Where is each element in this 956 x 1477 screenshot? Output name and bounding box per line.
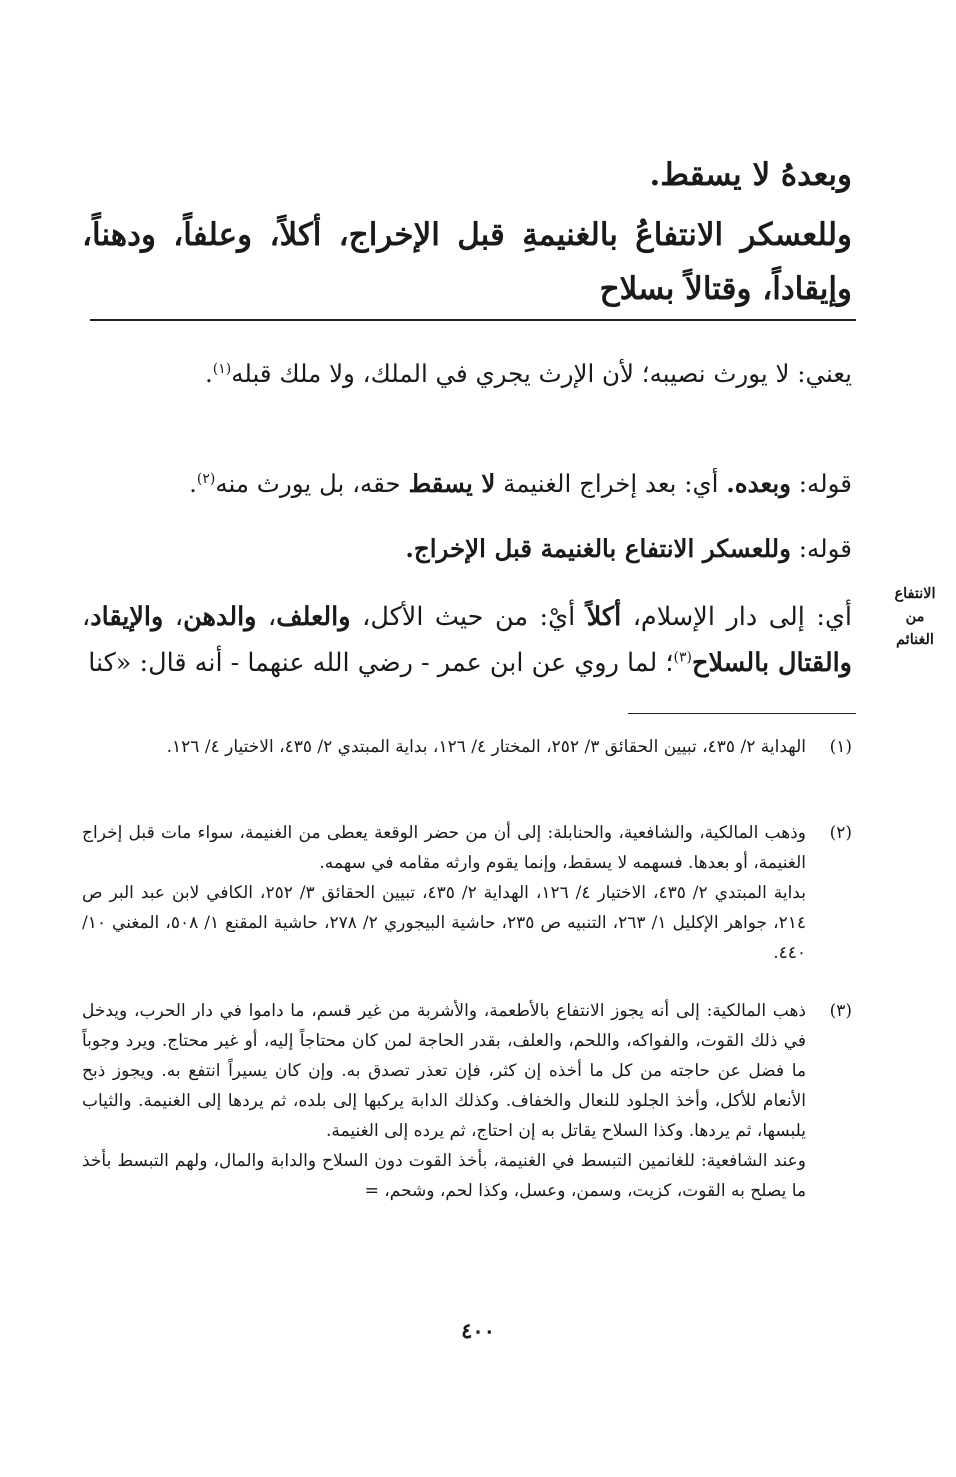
quoted-matn: أكلاً — [586, 602, 622, 632]
footnote-text: ذهب المالكية: إلى أنه يجوز الانتفاع بالأطعمة، والأشربة من غير قسم، ما داموا في دار الحرب، ويدخل في ذلك القوت، والفواكه، واللحم، والعلف، بقدر الحاجة لمن كان محتاجاً إليه، أو غير محتاج. ويرد وجوباً ما فضل عن حاجته من كل ما أخذه إن كثر، فإن تعذر تصدق به. وإن كان يسيراً انتفع به. ويجوز ذبح الأنعام للأكل، وأخذ الجلود للنعال والخفاف. وكذلك الدابة يركبها إلى بلده، ثم يردها إلى الغنيمة. والثياب يلبسها، ثم يردها. وكذا السلاح يقاتل به إن احتاج، ثم يرده إلى الغنيمة. — [82, 1001, 806, 1141]
sharh-p4-text: ؛ لما روي عن ابن عمر - رضي الله عنهما - أنه قال: «كنا — [88, 648, 674, 678]
sharh-paragraph-4 — [82, 594, 852, 686]
footnote-2 — [82, 818, 852, 968]
quoted-matn: وبعده. — [726, 469, 791, 498]
margin-heading-line: الانتفاع — [894, 585, 936, 602]
footnote-text: وعند الشافعية: للغانمين التبسط في الغنيمة، بأخذ القوت دون السلاح والدابة والمال، ولهم التبسط بأخذ ما يصلح به القوت، كزيت، وسمن، وعسل، وكذا لحم، وشحم، = — [82, 1151, 806, 1201]
footnote-sources: بداية المبتدي ٢/ ٤٣٥، الاختيار ٤/ ١٢٦، الهداية ٢/ ٤٣٥، تبيين الحقائق ٣/ ٢٥٢، الكافي لابن عبد البر ص ٢١٤، جواهر الإكليل ١/ ٢٦٣، التنبيه ص ٢٣٥، حاشية البيجوري ٢/ ٢٧٨، حاشية المقنع ١/ ٥٠٨، المغني ١٠/ ٤٤٠. — [82, 883, 806, 963]
page-number: ٤٠٠ — [461, 1318, 495, 1343]
margin-heading-line: الغنائم — [896, 631, 934, 648]
sharh-p2-text: أي: بعد إخراج الغنيمة — [495, 469, 727, 498]
sharh-p4-text: أي: إلى دار الإسلام، — [621, 602, 852, 632]
sharh-paragraph-1 — [82, 352, 852, 396]
footnote-1 — [82, 732, 852, 762]
footnote-number: (٢) — [829, 823, 852, 843]
footnote-divider — [628, 713, 856, 714]
footnote-number: (٣) — [829, 1001, 852, 1021]
sharh-p1-end: . — [205, 359, 213, 388]
matn-line-1: وبعدهُ لا يسقط. — [649, 157, 852, 193]
sharh-paragraph-2 — [82, 462, 852, 506]
sharh-p2-text: حقه، بل يورث منه — [215, 469, 409, 498]
footnote-number: (١) — [829, 737, 852, 757]
footnote-3 — [82, 996, 852, 1206]
quoted-matn: والإيقاد — [90, 602, 164, 632]
sharh-p4-text: أيْ: من حيث الأكل، — [350, 602, 587, 632]
quoted-matn: والدهن — [183, 602, 257, 632]
sharh-p1-text: يعني: لا يورث نصيبه؛ لأن الإرث يجري في الملك، ولا ملك قبله — [231, 359, 852, 388]
margin-heading-line: من — [905, 608, 925, 625]
footnote-ref-2[interactable]: (٢) — [196, 470, 216, 487]
quoted-matn: وللعسكر الانتفاع بالغنيمة قبل الإخراج. — [405, 534, 791, 563]
matn-paragraph: وللعسكر الانتفاعُ بالغنيمةِ قبل الإخراج، أكلاً، وعلفاً، ودهناً، وإيقاداً، وقتالاً بسلاح — [82, 217, 852, 307]
quoted-matn: والعلف — [276, 602, 351, 632]
qawluhu-label: قوله: — [790, 469, 852, 498]
sharh-paragraph-3 — [82, 527, 852, 571]
matn-divider — [90, 319, 856, 321]
footnote-text: وذهب المالكية، والشافعية، والحنابلة: إلى أن من حضر الوقعة يعطى من الغنيمة، سواء مات قبل إخراج الغنيمة، أو بعدها. فسهمه لا يسقط، وإنما يقوم وارثه مقامه في سهمه. — [82, 823, 806, 873]
quoted-matn: لا يسقط — [408, 469, 496, 498]
sharh-p2-end: . — [189, 469, 197, 498]
separator: ، — [256, 602, 277, 632]
footnote-text: الهداية ٢/ ٤٣٥، تبيين الحقائق ٣/ ٢٥٢، المختار ٤/ ١٢٦، بداية المبتدي ٢/ ٤٣٥، الاختيار ٤/ ١٢٦. — [166, 737, 806, 757]
separator: ، — [163, 602, 184, 632]
margin-heading — [878, 582, 952, 651]
quoted-matn: والقتال بالسلاح — [692, 648, 852, 678]
footnote-ref-3[interactable]: (٣) — [673, 649, 692, 666]
footnote-ref-1[interactable]: (١) — [212, 360, 232, 377]
qawluhu-label: قوله: — [790, 534, 852, 563]
separator: ، — [82, 602, 91, 632]
